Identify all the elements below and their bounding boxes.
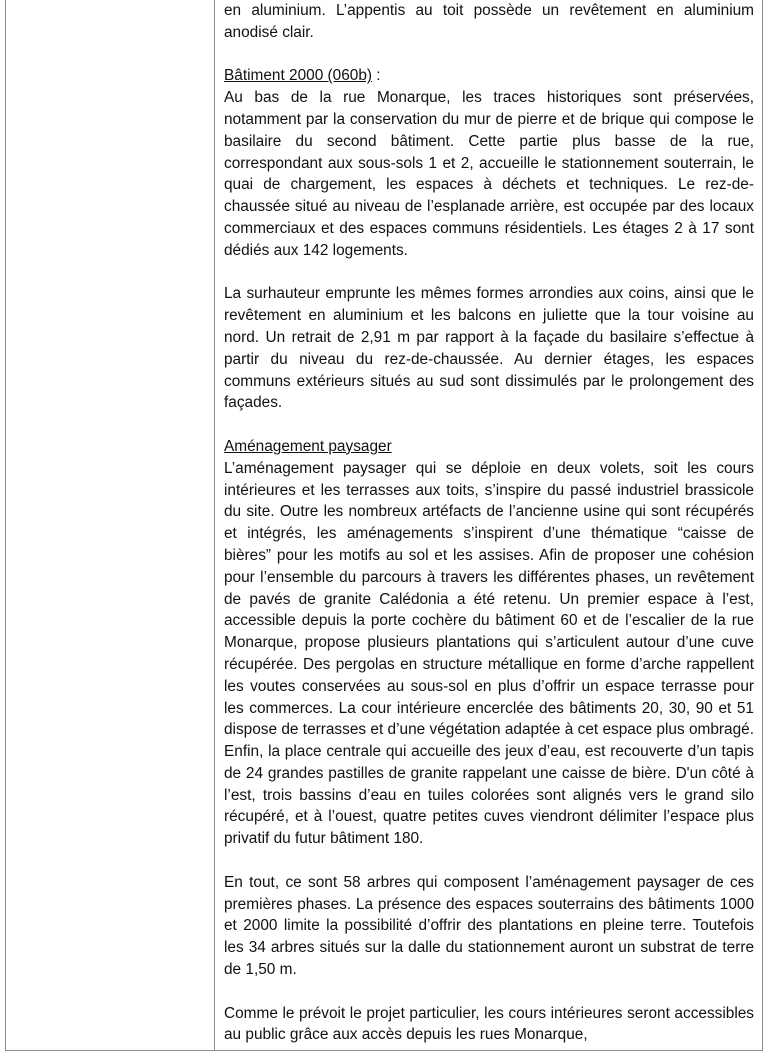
- paragraph-amenagement-3: Comme le prévoit le projet particulier, les cours intérieures seront accessibles au public grâce aux accès depuis les rues Monarque,: [224, 1004, 754, 1044]
- heading-batiment-2000-text: Bâtiment 2000 (060b): [224, 67, 373, 85]
- section-heading-batiment-2000: [224, 65, 754, 87]
- heading-colon: :: [372, 67, 381, 85]
- document-table: [5, 0, 763, 1051]
- heading-amenagement-text: Aménagement paysager: [224, 437, 392, 455]
- intro-paragraph: en aluminium. L’appentis au toit possède un revêtement en aluminium anodisé clair.: [224, 2, 754, 41]
- section-heading-amenagement: [224, 436, 754, 458]
- table-right-column: [224, 0, 754, 1050]
- table-left-column: [6, 0, 215, 1050]
- paragraph-batiment-2000-2: La surhauteur emprunte les mêmes formes arrondies aux coins, ainsi que le revêtement en aluminium et les balcons en juliette que la tour voisine au nord. Un retrait de 2,91 m par rapport à la façade du basilaire s’effectue à partir du niveau du rez-de-chaussée. Au dernier étages, les espaces communs extérieurs situés au sud sont dissimulés par le prolongement des façades.: [224, 285, 754, 412]
- paragraph-batiment-2000-1: Au bas de la rue Monarque, les traces historiques sont préservées, notamment par la conservation du mur de pierre et de brique qui compose le basilaire du second bâtiment. Cette partie plus basse de la rue, correspondant aux sous-sols 1 et 2, accueille le stationnement souterrain, le quai de chargement, les espaces à déchets et techniques. Le rez-de-chaussée situé au niveau de l’esplanade arrière, est occupée par des locaux commerciaux et des espaces communs résidentiels. Les étages 2 à 17 sont dédiés aux 142 logements.: [224, 89, 754, 259]
- paragraph-amenagement-1: L’aménagement paysager qui se déploie en deux volets, soit les cours intérieures et les terrasses aux toits, s’inspire du passé industriel brassicole du site. Outre les nombreux artéfacts de l’ancienne usine qui sont récupérés et intégrés, les aménagements s’inspirent d’une thématique “caisse de bières” pour les motifs au sol et les assises. Afin de proposer une cohésion pour l’ensemble du parcours à travers les différentes phases, un revêtement de pavés de granite Calédonia a été retenu. Un premier espace à l’est, accessible depuis la porte cochère du bâtiment 60 et de l’escalier de la rue Monarque, propose plusieurs plantations qui s’articulent autour d’une cuve récupérée. Des pergolas en structure métallique en forme d’arche rappellent les voutes conservées au sous-sol en plus d’offrir un espace terrasse pour les commerces. La cour intérieure encerclée des bâtiments 20, 30, 90 et 51 dispose de terrasses et d’une végétation adaptée à cet espace plus ombragé. Enfin, la place centrale qui accueille des jeux d’eau, est recouverte d’un tapis de 24 grandes pastilles de granite rappelant une caisse de bière. D'un côté à l’est, trois bassins d’eau en tuiles colorées sont alignés vers le grand silo récupéré, et à l’ouest, quatre petites cuves viendront délimiter l’espace plus privatif du futur bâtiment 180.: [224, 459, 754, 848]
- paragraph-amenagement-2: En tout, ce sont 58 arbres qui composent l’aménagement paysager de ces premières phases. La présence des espaces souterrains des bâtiments 1000 et 2000 limite la possibilité d’offrir des plantations en pleine terre. Toutefois les 34 arbres situés sur la dalle du stationnement auront un substrat de terre de 1,50 m.: [224, 873, 754, 979]
